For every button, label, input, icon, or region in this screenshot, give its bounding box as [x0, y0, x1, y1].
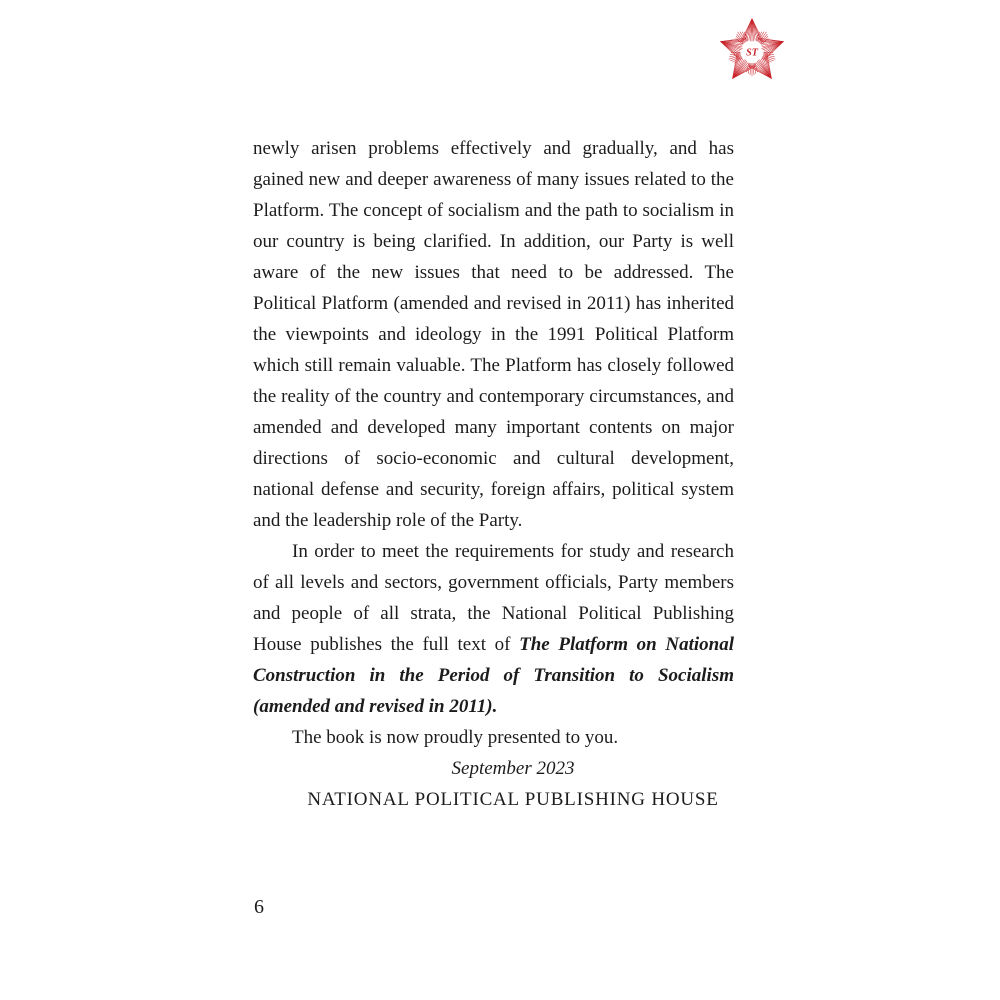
paragraph-continuation: newly arisen problems effectively and gradually, and has gained new and deeper awareness of many issues related to the Platform. The concept of socialism and the path to socialism in our country is being clarified. In addition, our Party is well aware of the new issues that need to be addressed. The Political Platform (amended and revised in 2011) has inherited the viewpoints and ideology in the 1991 Political Platform which still remain valuable. The Platform has closely followed the reality of the country and contemporary circumstances, and amended and developed many important contents on major directions of socio-economic and cultural development, national defense and security, foreign affairs, political system and the leadership role of the Party.	[253, 138, 734, 531]
paragraph-publishing-text: In order to meet the requirements for study and research of all levels and sectors, government officials, Party members and people of all strata, the National Political Publishing House publishes the full text of	[253, 541, 734, 655]
book-title-emphasis: The Platform on National Construction in the Period of Transition to Socialism (amended and revised in 2011).	[253, 634, 734, 717]
paragraph-publishing	[253, 536, 734, 722]
signature-block	[253, 753, 734, 815]
star-logo-icon	[716, 15, 788, 87]
page-number: 6	[254, 896, 264, 918]
signature-date: September 2023	[451, 758, 575, 779]
paragraph-presented: The book is now proudly presented to you.	[292, 727, 619, 748]
logo-monogram: ST	[746, 47, 758, 59]
publisher-logo	[716, 15, 788, 87]
signature-publisher: NATIONAL POLITICAL PUBLISHING HOUSE	[307, 789, 719, 810]
text-block	[253, 133, 734, 815]
